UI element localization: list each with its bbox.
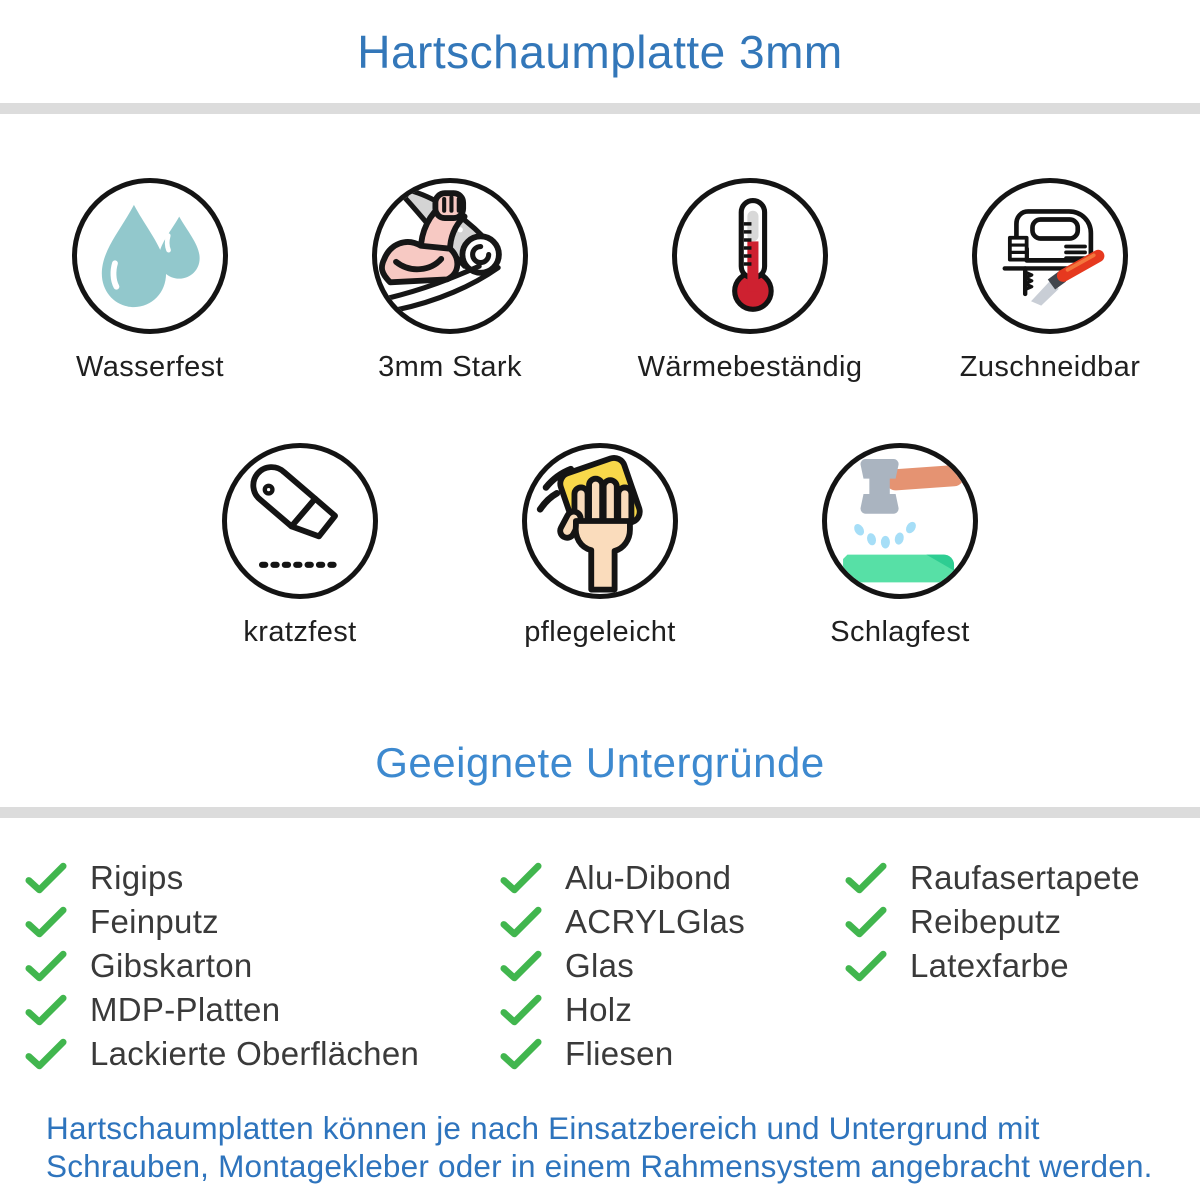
check-icon bbox=[25, 1038, 67, 1071]
top-divider bbox=[0, 103, 1200, 114]
substrate-item bbox=[25, 944, 500, 988]
feature-label: pflegeleicht bbox=[524, 616, 676, 648]
feature-label: Zuschneidbar bbox=[959, 351, 1141, 383]
circle-badge bbox=[372, 178, 528, 334]
feature-wasserfest bbox=[0, 178, 300, 384]
substrate-label: Feinputz bbox=[90, 903, 219, 940]
substrate-item bbox=[845, 944, 1200, 988]
feature-label: 3mm Stark bbox=[378, 351, 522, 383]
substrates-grid bbox=[0, 856, 1200, 1076]
wiping-hand-cloth-icon bbox=[527, 448, 673, 594]
footer-note bbox=[0, 1110, 1200, 1185]
substrate-label: Lackierte Oberflächen bbox=[90, 1035, 420, 1072]
substrate-label: Alu-Dibond bbox=[565, 859, 732, 896]
substrate-item bbox=[25, 988, 500, 1032]
check-icon bbox=[500, 950, 542, 983]
check-icon bbox=[845, 906, 887, 939]
strong-arm-board-icon bbox=[377, 183, 523, 329]
water-drops-icon bbox=[77, 183, 223, 329]
substrate-item bbox=[500, 988, 845, 1032]
feature-3mm-stark bbox=[300, 178, 600, 384]
check-icon bbox=[25, 950, 67, 983]
substrate-column-1 bbox=[25, 856, 500, 1076]
substrate-label: Fliesen bbox=[565, 1035, 674, 1072]
feature-row-2 bbox=[0, 443, 1200, 649]
feature-row-1 bbox=[0, 178, 1200, 384]
substrate-label: Rigips bbox=[90, 859, 184, 896]
substrate-item bbox=[25, 856, 500, 900]
substrate-item bbox=[845, 856, 1200, 900]
footer-line: Schrauben, Montagekleber oder in einem Rahmensystem angebracht werden. bbox=[46, 1147, 1153, 1184]
page-title: Hartschaumplatte 3mm bbox=[357, 26, 843, 78]
thermometer-icon bbox=[677, 183, 823, 329]
check-icon bbox=[845, 950, 887, 983]
check-icon bbox=[25, 994, 67, 1027]
substrate-item bbox=[25, 1032, 500, 1076]
feature-label: Wärmebeständig bbox=[637, 351, 863, 383]
feature-zuschneidbar bbox=[900, 178, 1200, 384]
substrate-item bbox=[500, 900, 845, 944]
substrate-column-3 bbox=[845, 856, 1200, 1076]
circle-badge bbox=[522, 443, 678, 599]
hammer-impact-icon bbox=[827, 448, 973, 594]
substrate-item bbox=[500, 856, 845, 900]
check-icon bbox=[500, 1038, 542, 1071]
feature-label: Wasserfest bbox=[76, 351, 224, 383]
substrate-label: Latexfarbe bbox=[910, 947, 1069, 984]
utility-knife-icon bbox=[227, 448, 373, 594]
substrate-label: MDP-Platten bbox=[90, 991, 281, 1028]
section-title-untergruende: Geeignete Untergründe bbox=[375, 739, 825, 786]
middle-divider bbox=[0, 807, 1200, 818]
check-icon bbox=[25, 862, 67, 895]
substrate-item bbox=[500, 1032, 845, 1076]
substrate-label: Glas bbox=[565, 947, 635, 984]
circle-badge bbox=[972, 178, 1128, 334]
feature-waermebestaendig bbox=[600, 178, 900, 384]
circle-badge bbox=[72, 178, 228, 334]
footer-line: Hartschaumplatten können je nach Einsatzbereich und Untergrund mit bbox=[46, 1110, 1040, 1146]
substrate-label: Reibeputz bbox=[910, 903, 1062, 940]
check-icon bbox=[845, 862, 887, 895]
feature-pflegeleicht bbox=[450, 443, 750, 649]
substrate-column-2 bbox=[500, 856, 845, 1076]
substrate-label: ACRYLGlas bbox=[565, 903, 745, 940]
feature-label: Schlagfest bbox=[830, 616, 970, 648]
substrate-label: Gibskarton bbox=[90, 947, 253, 984]
check-icon bbox=[500, 906, 542, 939]
feature-kratzfest bbox=[150, 443, 450, 649]
feature-label: kratzfest bbox=[243, 616, 357, 648]
substrate-label: Holz bbox=[565, 991, 633, 1028]
circle-badge bbox=[822, 443, 978, 599]
check-icon bbox=[25, 906, 67, 939]
jigsaw-cutter-icon bbox=[977, 183, 1123, 329]
substrate-item bbox=[500, 944, 845, 988]
check-icon bbox=[500, 862, 542, 895]
substrate-item bbox=[845, 900, 1200, 944]
substrate-label: Raufasertapete bbox=[910, 859, 1140, 896]
check-icon bbox=[500, 994, 542, 1027]
substrate-item bbox=[25, 900, 500, 944]
circle-badge bbox=[672, 178, 828, 334]
circle-badge bbox=[222, 443, 378, 599]
feature-schlagfest bbox=[750, 443, 1050, 649]
